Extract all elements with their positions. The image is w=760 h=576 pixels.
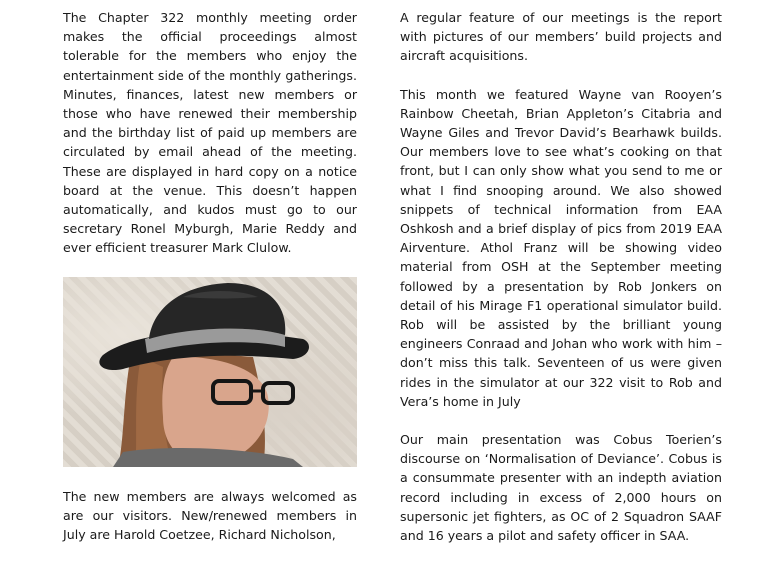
member-portrait-photo [63,277,357,467]
intro-paragraph: The Chapter 322 monthly meeting order makes the official proceedings almost tolerable for the members who enjoy the entertainment side of the monthly gatherings. Minutes, finances, latest new members or those who have renewed their membership and the birthday list of paid up members are circulated by email ahead of the meeting. These are displayed in hard copy on a notice board at the venue. This doesn’t happen automatically, and kudos must go to our secretary Ronel Myburgh, Marie Reddy and ever efficient treasurer Mark Clulow. [63,10,357,256]
portrait-photo-icon [63,277,357,467]
featured-builds-paragraph: This month we featured Wayne van Rooyen’s Rainbow Cheetah, Brian Appleton’s Citabria and Wayne Giles and Trevor David’s Bearhawk builds. Our members love to see what’s cooking on that front, but I can only show what you send to me or what I find snooping around. We also showed snippets of technical information from EAA Oshkosh and a brief display of pics from 2019 EAA Airventure. Athol Franz will be showing video material from OSH at the September meeting followed by a presentation by Rob Jonkers on detail of his Mirage F1 operational simulator build. Rob will be assisted by the brilliant young engineers Conraad and Johan who work with him – don’t miss this talk. Seventeen of us were given rides in the simulator at our 322 visit to Rob and Vera’s home in July [400,86,722,409]
build-report-intro-paragraph: A regular feature of our meetings is the report with pictures of our members’ build projects and aircraft acquisitions. [400,10,722,64]
new-members-paragraph: The new members are always welcomed as are our visitors. New/renewed members in July are Harold Coetzee, Richard Nicholson, [63,488,357,543]
left-column [63,8,357,544]
main-presentation-paragraph: Our main presentation was Cobus Toerien’s discourse on ‘Normalisation of Deviance’. Cobus is a consummate presenter with an indepth aviation record including in excess of 2,000 hours on supersonic jet fighters, as OC of 2 Squadron SAAF and 16 years a pilot and safety officer in SAA. [400,432,722,544]
right-column [400,8,722,545]
